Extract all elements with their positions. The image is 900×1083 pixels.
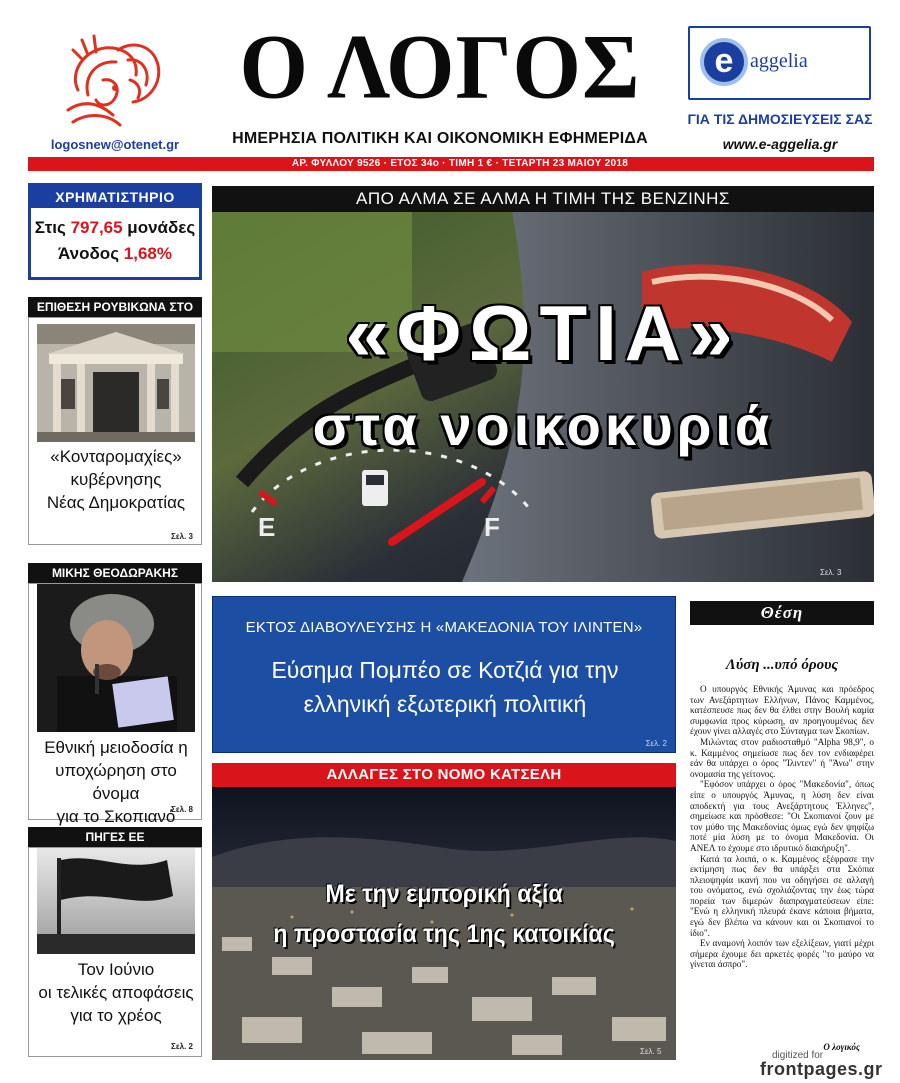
side-story-2-line-2: υποχώρηση στο όνομα bbox=[55, 761, 177, 803]
opinion-paragraph: "Εφόσον υπάρχει ο όρος "Μακεδονία", όπως είπε ο υπουργός Άμυνας, η λύση δεν είναι αποδεκτή για τους Ανεξάρτητους Έλληνες", σημείωσε και πρόσθεσε: "Οι Σκοπιανοί ζουν με τον μύθο της Μακεδονίας όμως εγώ δεν ψηφίζω ποτέ μία λύση με το όνομα Μακεδονία. Οι ΑΝΕΛ το έχουμε στο ιδρυτικό διακήρυξη". bbox=[690, 779, 874, 853]
stock-market-header: ΧΡΗΜΑΤΙΣΤΗΡΙΟ bbox=[31, 186, 199, 208]
foreign-policy-kicker: ΕΚΤΟΣ ΔΙΑΒΟΥΛΕΥΣΗΣ Η «ΜΑΚΕΔΟΝΙΑ ΤΟΥ ΙΛΙΝΤΕΝ» bbox=[245, 619, 643, 636]
issue-info: ΑΡ. ΦΥΛΛΟΥ 9526 · ΕΤΟΣ 34ο · ΤΙΜΗ 1 € · ΤΕΤΑΡΤΗ 23 ΜΑΙΟΥ 2018 bbox=[291, 158, 629, 169]
opinion-header: Θέση bbox=[690, 601, 874, 625]
housing-line-1: Με την εμπορική αξία bbox=[325, 880, 563, 908]
side-story-3[interactable] bbox=[28, 847, 202, 1057]
stock-index-value: 797,65 bbox=[70, 218, 123, 237]
side-story-1-photo bbox=[37, 324, 195, 442]
housing-kicker: ΑΛΛΑΓΕΣ ΣΤΟ ΝΟΜΟ ΚΑΤΣΕΛΗ bbox=[212, 763, 676, 787]
side-story-2[interactable] bbox=[28, 583, 202, 826]
foreign-policy-page: Σελ. 2 bbox=[645, 739, 667, 748]
side-story-2-line-1: Εθνική μειοδοσία η bbox=[44, 738, 188, 757]
newspaper-subtitle: ΗΜΕΡΗΣΙΑ ΠΟΛΙΤΙΚΗ ΚΑΙ ΟΙΚΟΝΟΜΙΚΗ ΕΦΗΜΕΡΙΔΑ bbox=[232, 130, 648, 147]
stock-index-line bbox=[31, 218, 199, 238]
opinion-paragraph: Κατά τα λοιπά, ο κ. Καμμένος εξέφρασε την εκτίμηση πως δεν θα υπάρξει στα Σκόπια πλειοψηφία ικανή που να οδηγήσει σε αλλαγή του ονόματος, ενώ σχολιάζοντας την έως τώρα πορεία των διμερών διαπραγματεύσεων είπε: "Ενώ η ελληνική πλευρά έκανε κάποια βήματα, εγώ δεν βλέπω να κάνουν και οι Σκοπιανοί το ίδιο". bbox=[690, 853, 874, 938]
watermark-line-1: digitized for bbox=[772, 1050, 824, 1061]
opinion-paragraph: Ο υπουργός Εθνικής Άμυνας και πρόεδρος των Ανεξάρτητων Ελλήνων, Πάνος Καμμένος, κατέσπευσε πως δεν θα έλθει στην Βουλή καμία συμφωνία προς κύρωση, αν προηγουμένως δεν έχουν γίνει αλλαγές στο Σύνταγμα των Σκοπίων. bbox=[690, 684, 874, 737]
side-story-3-page: Σελ. 2 bbox=[171, 1042, 193, 1051]
opinion-paragraph: Εν αναμονή λοιπόν των εξελίξεων, γιατί μέχρι σήμερα έχουμε δει αρκετές φορές "το μαύρο να γίνεται άσπρο". bbox=[690, 938, 874, 970]
e-aggelia-tagline: ΓΙΑ ΤΙΣ ΔΗΜΟΣΙΕΥΣΕΙΣ ΣΑΣ bbox=[687, 111, 873, 127]
side-story-1-headline bbox=[33, 445, 199, 514]
stock-index-prefix: Στις bbox=[34, 218, 71, 237]
e-aggelia-name: aggelia bbox=[750, 50, 808, 72]
foreign-policy-line-1: Εύσημα Πομπέο σε Κοτζιά για την bbox=[271, 657, 619, 683]
side-story-2-page: Σελ. 8 bbox=[171, 805, 193, 814]
foreign-policy-headline bbox=[223, 653, 667, 721]
opinion-signature: Ο λογικός bbox=[823, 1042, 860, 1052]
side-story-1-line-2: κυβέρνησης bbox=[70, 470, 162, 489]
hero-subheadline: στα νοικοκυριά bbox=[312, 394, 774, 457]
foreign-policy-line-2: ελληνική εξωτερική πολιτική bbox=[303, 691, 587, 717]
side-story-1-line-3: Νέας Δημοκρατίας bbox=[46, 493, 186, 512]
housing-line-2: η προστασία της 1ης κατοικίας bbox=[273, 920, 615, 948]
e-aggelia-logo-icon: e bbox=[700, 38, 748, 86]
side-story-3-line-3: για το χρέος bbox=[70, 1006, 162, 1025]
side-story-1-page: Σελ. 3 bbox=[171, 532, 193, 541]
stock-change-prefix: Άνοδος bbox=[58, 244, 124, 263]
hero-kicker: ΑΠΟ ΑΛΜΑ ΣΕ ΑΛΜΑ Η ΤΙΜΗ ΤΗΣ ΒΕΝΖΙΝΗΣ bbox=[212, 186, 874, 212]
foreign-policy-story[interactable] bbox=[212, 596, 676, 753]
side-story-2-photo bbox=[37, 584, 195, 732]
side-story-3-photo bbox=[37, 848, 195, 954]
stock-change-line bbox=[31, 244, 199, 264]
side-story-2-headline bbox=[33, 736, 199, 828]
opinion-title: Λύση ...υπό όρους bbox=[725, 657, 839, 673]
fuel-gauge-f-label: F bbox=[484, 512, 500, 542]
housing-headline bbox=[228, 874, 660, 954]
opinion-body bbox=[690, 684, 874, 970]
hero-page-ref: Σελ. 3 bbox=[820, 568, 842, 577]
stock-index-suffix: μονάδες bbox=[122, 218, 196, 237]
side-story-2-label: ΜΙΚΗΣ ΘΕΟΔΩΡΑΚΗΣ bbox=[28, 563, 202, 583]
newspaper-title: Ο ΛΟΓΟΣ bbox=[239, 16, 641, 119]
newspaper-logo-art bbox=[58, 30, 170, 130]
side-story-1[interactable] bbox=[28, 317, 202, 545]
side-story-3-headline bbox=[33, 958, 199, 1027]
side-story-1-line-1: «Κονταρομαχίες» bbox=[50, 447, 182, 466]
side-story-2-line-3: για το Σκοπιανό bbox=[56, 807, 176, 826]
side-story-3-label: ΠΗΓΕΣ ΕΕ bbox=[28, 827, 202, 847]
stock-market-box bbox=[28, 183, 202, 280]
side-story-3-line-2: οι τελικές αποφάσεις bbox=[38, 983, 194, 1002]
fuel-gauge-e-label: E bbox=[258, 512, 276, 542]
e-aggelia-url[interactable]: www.e-aggelia.gr bbox=[722, 136, 838, 152]
contact-email[interactable]: logosnew@otenet.gr bbox=[50, 137, 180, 152]
stock-change-value: 1,68% bbox=[123, 244, 172, 263]
side-story-1-label: ΕΠΙΘΕΣΗ ΡΟΥΒΙΚΩΝΑ ΣΤΟ bbox=[28, 297, 202, 317]
housing-page: Σελ. 5 bbox=[640, 1047, 662, 1056]
watermark-line-2: frontpages.gr bbox=[760, 1059, 883, 1079]
opinion-paragraph: Μιλώντας στον ραδιοσταθμό "Alpha 98,9", ο κ. Καμμένος σημείωσε πως δεν τον ενδιαφέρει εάν θα υπάρχει ο όρος "Ίλιντεν" ή "Άνω" στην ονομασία της γείτονος. bbox=[690, 736, 874, 779]
hero-headline: «ΦΩΤΙΑ» bbox=[345, 289, 741, 377]
side-story-3-line-1: Τον Ιούνιο bbox=[77, 960, 155, 979]
